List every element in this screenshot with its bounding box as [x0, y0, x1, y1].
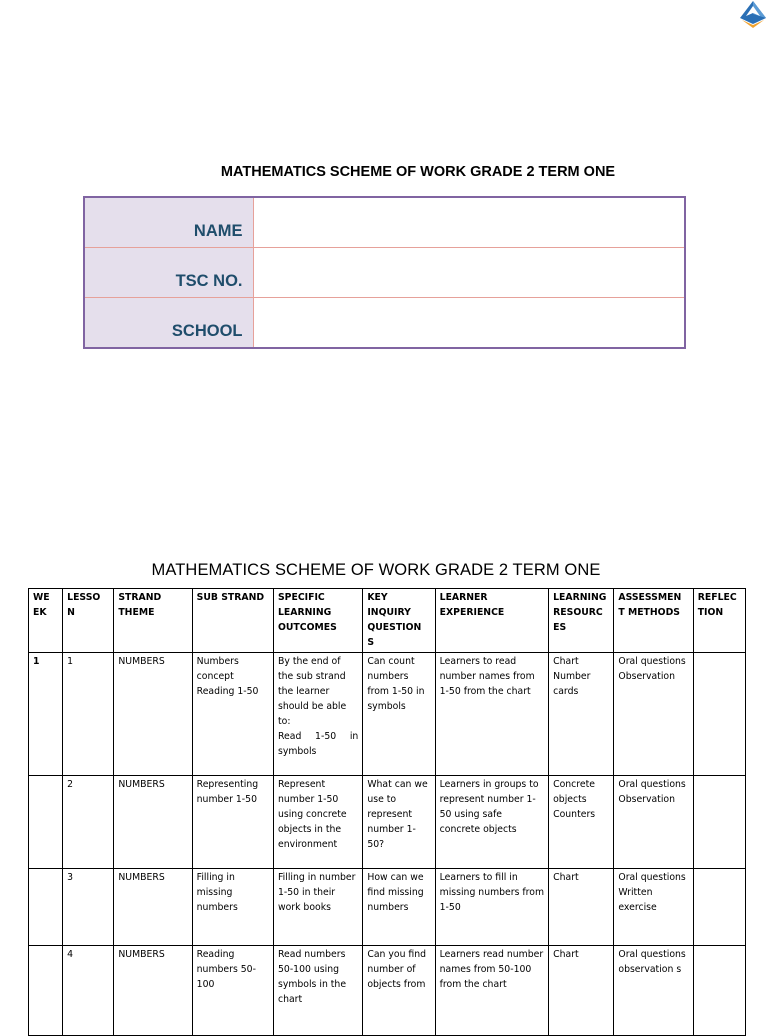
header-cell: SPECIFIC LEARNING OUTCOMES — [273, 589, 362, 653]
reflection-cell[interactable] — [693, 776, 745, 869]
assessment-cell: Oral questions Observation — [614, 776, 693, 869]
question-cell: Can count numbers from 1-50 in symbols — [363, 653, 435, 776]
question-cell: How can we find missing numbers — [363, 869, 435, 946]
header-cell: LESSO N — [63, 589, 114, 653]
reflection-cell[interactable] — [693, 946, 745, 1036]
lesson-cell: 3 — [63, 869, 114, 946]
logo-icon — [738, 0, 768, 28]
week-cell: 1 — [29, 653, 63, 776]
name-field[interactable] — [253, 197, 685, 248]
strand-cell: NUMBERS — [114, 776, 192, 869]
outcome-intro: By the end of the sub strand the learner should be able to: — [277, 656, 347, 727]
experience-cell: Learners to read number names from 1-50 from the chart — [435, 653, 548, 776]
question-cell: What can we use to represent number 1-50? — [363, 776, 435, 869]
lesson-cell: 4 — [63, 946, 114, 1036]
outcome-cell: Filling in number 1-50 in their work books — [273, 869, 362, 946]
name-row — [84, 197, 685, 248]
header-row — [29, 589, 746, 653]
lesson-cell: 2 — [63, 776, 114, 869]
sub-strand-cell: Representing number 1-50 — [192, 776, 273, 869]
tsc-label: TSC NO. — [84, 248, 253, 298]
tsc-row — [84, 248, 685, 298]
resources-cell: Chart — [549, 946, 614, 1036]
outcome-cell: Represent number 1-50 using concrete objects in the environment — [273, 776, 362, 869]
name-label: NAME — [84, 197, 253, 248]
question-cell: Can you find number of objects from — [363, 946, 435, 1036]
resources-cell: Chart — [549, 869, 614, 946]
school-label: SCHOOL — [84, 298, 253, 349]
week-cell — [29, 776, 63, 869]
week-cell — [29, 946, 63, 1036]
reflection-cell[interactable] — [693, 653, 745, 776]
reflection-cell[interactable] — [693, 869, 745, 946]
resources-cell: Chart Number cards — [549, 653, 614, 776]
header-cell: LEARNING RESOURC ES — [549, 589, 614, 653]
school-row — [84, 298, 685, 349]
header-cell: LEARNER EXPERIENCE — [435, 589, 548, 653]
teacher-info-table — [83, 196, 686, 349]
sub-strand-cell: Numbers concept Reading 1-50 — [192, 653, 273, 776]
school-field[interactable] — [253, 298, 685, 349]
table-row — [29, 946, 746, 1036]
assessment-cell: Oral questions Observation — [614, 653, 693, 776]
outcome-cell: Read numbers 50-100 using symbols in the chart — [273, 946, 362, 1036]
outcome-cell — [273, 653, 362, 776]
experience-cell: Learners to fill in missing numbers from 1-50 — [435, 869, 548, 946]
assessment-cell: Oral questions Written exercise — [614, 869, 693, 946]
header-cell: ASSESSMEN T METHODS — [614, 589, 693, 653]
table-title: MATHEMATICS SCHEME OF WORK GRADE 2 TERM ONE — [151, 561, 601, 579]
scheme-of-work-table — [28, 588, 746, 1036]
experience-cell: Learners read number names from 50-100 from the chart — [435, 946, 548, 1036]
document-title: MATHEMATICS SCHEME OF WORK GRADE 2 TERM ONE — [220, 164, 616, 180]
outcome-text: Read 1-50 in symbols — [277, 731, 359, 757]
header-cell: SUB STRAND — [192, 589, 273, 653]
strand-cell: NUMBERS — [114, 946, 192, 1036]
table-row — [29, 869, 746, 946]
header-cell: REFLEC TION — [693, 589, 745, 653]
lesson-cell: 1 — [63, 653, 114, 776]
resources-cell: Concrete objects Counters — [549, 776, 614, 869]
strand-cell: NUMBERS — [114, 869, 192, 946]
header-cell: KEY INQUIRY QUESTION S — [363, 589, 435, 653]
week-cell — [29, 869, 63, 946]
header-cell: STRAND THEME — [114, 589, 192, 653]
strand-cell: NUMBERS — [114, 653, 192, 776]
sub-strand-cell: Filling in missing numbers — [192, 869, 273, 946]
header-cell: WE EK — [29, 589, 63, 653]
table-row — [29, 653, 746, 776]
tsc-field[interactable] — [253, 248, 685, 298]
table-row — [29, 776, 746, 869]
experience-cell: Learners in groups to represent number 1-50 using safe concrete objects — [435, 776, 548, 869]
assessment-cell: Oral questions observation s — [614, 946, 693, 1036]
sub-strand-cell: Reading numbers 50-100 — [192, 946, 273, 1036]
